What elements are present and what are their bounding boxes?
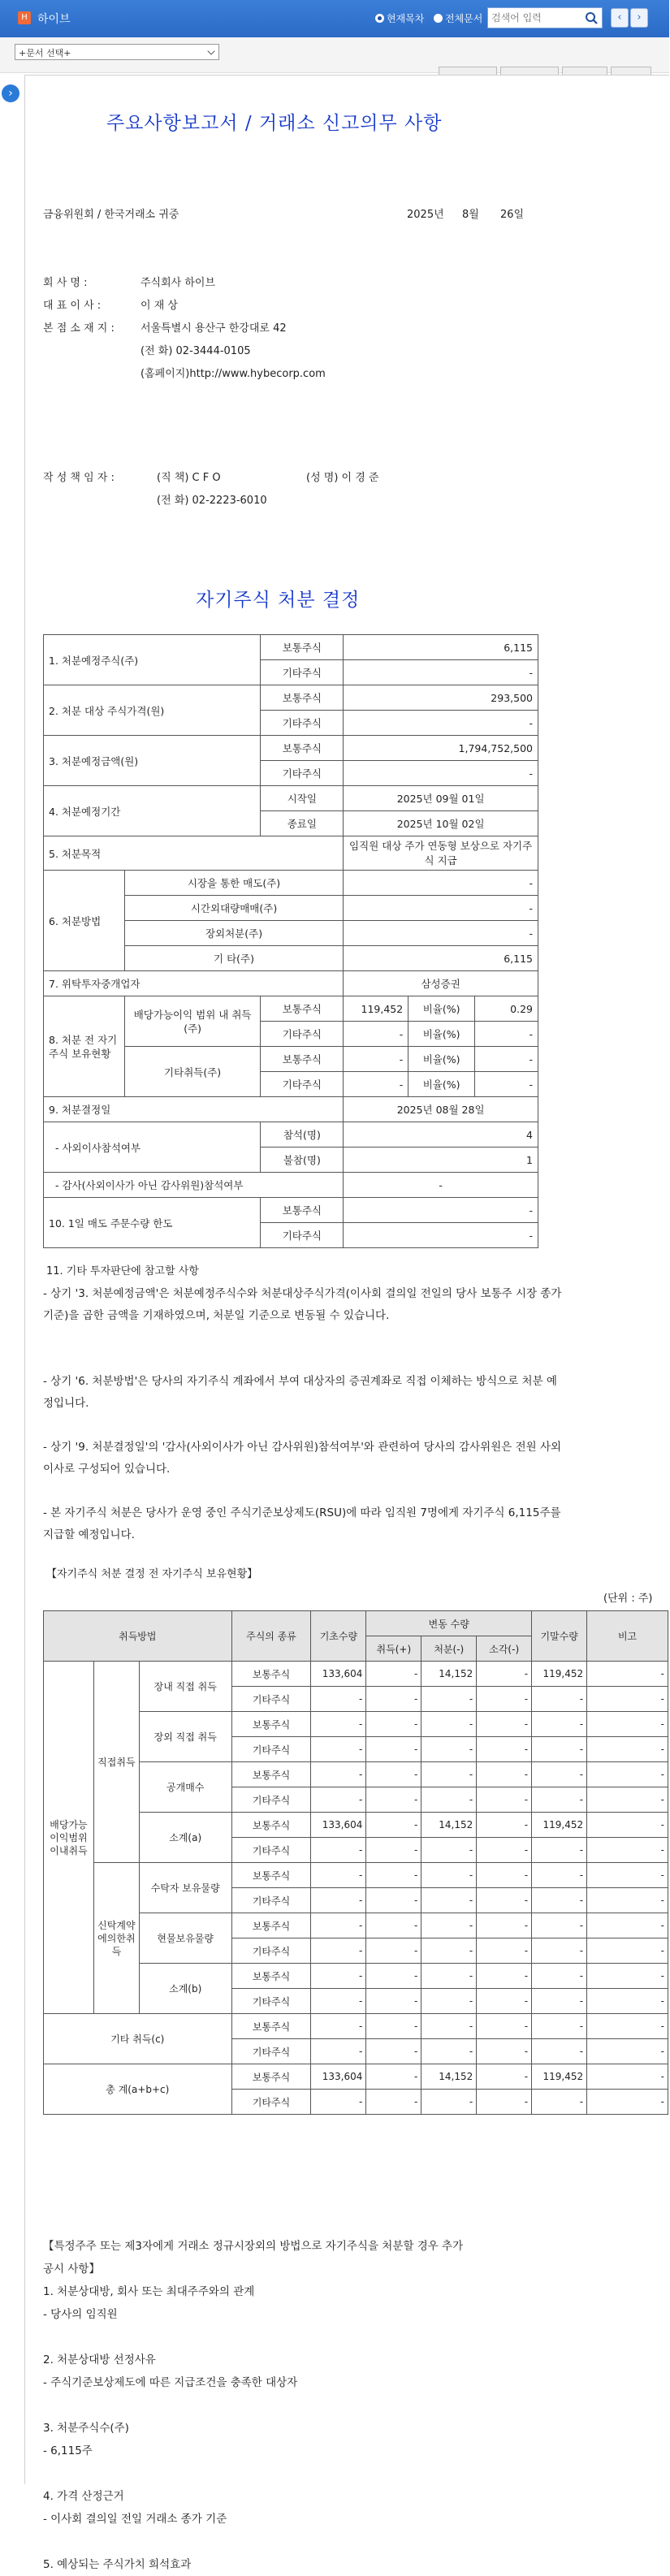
cell-value: - [532, 1838, 587, 1863]
stock-type: 보통주식 [261, 685, 344, 711]
method-label: 기 타(주) [124, 946, 343, 971]
cell-value: - [587, 2090, 668, 2115]
stock-type: 보통주식 [231, 2064, 311, 2090]
stock-type: 보통주식 [261, 1047, 344, 1072]
search-icon[interactable] [585, 11, 599, 25]
stock-type: 기타주식 [261, 1223, 344, 1248]
cell-value: - [344, 711, 538, 736]
note-paragraph: - 상기 '6. 처분방법'은 당사의 자기주식 계좌에서 부여 대상자의 증권계좌로 직접 이체하는 방식으로 처분 예정입니다. [43, 1375, 557, 1410]
cell-value: - [421, 1737, 477, 1762]
cell-value: - [532, 1964, 587, 1989]
cell-value: 1,794,752,500 [344, 736, 538, 761]
cell-value: - [344, 1198, 538, 1223]
cell-value: - [587, 1888, 668, 1913]
cell-value: 293,500 [344, 685, 538, 711]
report-date-month: 8월 [462, 209, 479, 221]
subgroup-label: 소계(a) [139, 1813, 231, 1863]
cell-value: 119,452 [532, 1662, 587, 1687]
cell-value: 119,452 [344, 996, 408, 1022]
column-header: 취득(+) [366, 1636, 421, 1662]
table-row [44, 786, 538, 811]
cell-value: - [366, 2039, 421, 2064]
cell-value: - [366, 2014, 421, 2039]
cell-value: - [532, 2090, 587, 2115]
cell-value: - [421, 2090, 477, 2115]
subgroup-label: 장외 직접 취득 [139, 1712, 231, 1762]
cell-value: - [421, 1787, 477, 1813]
cell-value: - [366, 1913, 421, 1938]
cell-value: 2025년 10월 02일 [344, 811, 538, 836]
special-heading: 【특정주주 또는 제3자에게 거래소 정규시장외의 방법으로 자기주식을 처분할 경우 추가 [43, 2240, 464, 2253]
special-disclosure [43, 2235, 660, 2576]
chevron-down-icon [207, 47, 214, 54]
cell-value: - [366, 1863, 421, 1888]
cell-value: - [587, 1938, 668, 1964]
column-header: 기초수량 [311, 1611, 366, 1662]
stock-type: 보통주식 [261, 736, 344, 761]
cell-value: - [344, 660, 538, 685]
ceo-label: 대 표 이 사 : [43, 300, 102, 312]
cell-value: - [366, 2064, 421, 2090]
stock-type: 기타주식 [261, 660, 344, 685]
stock-type: 기타주식 [231, 1687, 311, 1712]
document-select[interactable] [15, 44, 219, 60]
cell-value: - [311, 1888, 366, 1913]
row-label: 3. 처분예정금액(원) [44, 736, 261, 786]
special-item-value: - 당사의 임직원 [43, 2308, 118, 2321]
ratio-label: 비율(%) [408, 1047, 475, 1072]
cell-value: - [421, 1838, 477, 1863]
cell-value: - [532, 2039, 587, 2064]
row-label: - 사외이사참석여부 [44, 1122, 261, 1173]
cell-value: - [344, 1072, 408, 1097]
cell-value: - [366, 1712, 421, 1737]
cell-value: - [587, 1964, 668, 1989]
cell-value: - [366, 1687, 421, 1712]
cell-value: 0.29 [475, 996, 538, 1022]
cell-value: - [344, 1173, 538, 1198]
holding-type-label: 기타취득(주) [124, 1047, 261, 1097]
cell-value: - [532, 1913, 587, 1938]
stock-type: 보통주식 [231, 1712, 311, 1737]
cell-value: - [477, 1913, 532, 1938]
stock-type: 기타주식 [231, 1787, 311, 1813]
cell-value: - [587, 1662, 668, 1687]
table-row [44, 2014, 668, 2039]
note-paragraph: - 본 자기주식 처분은 당사가 운영 중인 주식기준보상제도(RSU)에 따라 임직원 7명에게 자기주식 6,115주를 지급할 예정입니다. [43, 1506, 561, 1541]
cell-value: - [477, 2064, 532, 2090]
cell-value: - [587, 1762, 668, 1787]
row-label: 10. 1일 매도 주문수량 한도 [44, 1198, 261, 1248]
cell-value: - [421, 1964, 477, 1989]
cell-value: 14,152 [421, 1662, 477, 1687]
cell-value: - [587, 1712, 668, 1737]
special-item-title: 4. 가격 산정근거 [43, 2490, 124, 2503]
column-header: 변동 수량 [366, 1611, 532, 1636]
cell-value: - [344, 1047, 408, 1072]
column-header: 비고 [587, 1611, 668, 1662]
address: 서울특별시 용산구 한강대로 42 [140, 322, 287, 335]
cell-value: - [311, 1989, 366, 2014]
row-label: 8. 처분 전 자기주식 보유현황 [44, 996, 125, 1097]
radio-current-toc[interactable] [375, 11, 424, 25]
holding-type-label: 배당가능이익 범위 내 취득(주) [124, 996, 261, 1047]
subgroup-label: 현물보유물량 [139, 1913, 231, 1964]
decision-table [43, 634, 538, 1248]
stock-type: 기타주식 [261, 711, 344, 736]
row-label: 1. 처분예정주식(주) [44, 635, 261, 685]
stock-type: 보통주식 [231, 1662, 311, 1687]
special-item-value: - 주식기준보상제도에 따른 지급조건을 충족한 대상자 [43, 2376, 298, 2389]
table-row [44, 1662, 668, 1687]
app-logo-icon: H [18, 11, 31, 24]
stock-type: 보통주식 [261, 635, 344, 660]
cell-value: - [366, 1662, 421, 1687]
stock-type: 기타주식 [231, 1938, 311, 1964]
writer-name: (성 명) 이 경 준 [306, 472, 379, 484]
cell-value: - [477, 1838, 532, 1863]
prev-button[interactable]: ‹ [611, 8, 629, 28]
stock-type: 기타주식 [231, 1888, 311, 1913]
cell-value: - [477, 2039, 532, 2064]
cell-value: - [421, 2014, 477, 2039]
column-header: 처분(-) [421, 1636, 477, 1662]
cell-value: - [366, 1938, 421, 1964]
cell-value: 6,115 [344, 635, 538, 660]
row-label: 6. 처분방법 [44, 871, 125, 971]
ratio-label: 비율(%) [408, 996, 475, 1022]
cell-value: - [532, 1787, 587, 1813]
cell-value: - [477, 2090, 532, 2115]
stock-type: 기타주식 [261, 1022, 344, 1047]
cell-value: 4 [344, 1122, 538, 1148]
subgroup-label: 공개매수 [139, 1762, 231, 1813]
cell-value: 1 [344, 1148, 538, 1173]
document-frame [24, 75, 669, 2571]
cell-value: - [587, 1737, 668, 1762]
table-row [44, 1173, 538, 1198]
subgroup-label: 수탁자 보유물량 [139, 1863, 231, 1913]
cell-value: - [344, 871, 538, 896]
cell-value: - [477, 1787, 532, 1813]
method-label: 시장을 통한 매도(주) [124, 871, 343, 896]
table-row [44, 736, 538, 761]
row-label: 9. 처분결정일 [44, 1097, 344, 1122]
cell-value: - [587, 1863, 668, 1888]
sidebar-toggle-button[interactable]: › [2, 84, 19, 102]
cell-value: - [477, 1863, 532, 1888]
row-label: 5. 처분목적 [44, 836, 344, 871]
special-item-title: 3. 처분주식수(주) [43, 2422, 129, 2435]
special-item-title: 5. 예상되는 주식가치 희석효과 [43, 2558, 192, 2571]
cell-value: - [421, 1938, 477, 1964]
cell-value: 임직원 대상 주가 연동형 보상으로 자기주식 지급 [344, 836, 538, 871]
cell-value: - [477, 1662, 532, 1687]
row-label: 7. 위탁투자중개업자 [44, 971, 344, 996]
table-row [44, 1863, 668, 1888]
method-label: 장외처분(주) [124, 921, 343, 946]
cell-value: 133,604 [311, 1813, 366, 1838]
radio-all-doc[interactable] [434, 11, 482, 25]
cell-value: - [587, 1989, 668, 2014]
group-label: 총 계(a+b+c) [44, 2064, 232, 2115]
cell-value: - [421, 1913, 477, 1938]
cell-value: - [587, 1838, 668, 1863]
cell-value: - [532, 1938, 587, 1964]
cell-value: - [366, 1964, 421, 1989]
cell-value: - [532, 1863, 587, 1888]
unit-label: (단위 : 주) [603, 1593, 653, 1605]
cell-value: - [311, 2090, 366, 2115]
table-row [44, 1198, 538, 1223]
cell-value: - [477, 1989, 532, 2014]
decision-title: 자기주식 처분 결정 [196, 590, 361, 611]
note-paragraph: - 상기 '9. 처분결정일'의 '감사(사외이사가 아닌 감사위원)참석여부'와 관련하여 당사의 감사위원은 전원 사외이사로 구성되어 있습니다. [43, 1441, 562, 1476]
column-header: 주식의 종류 [231, 1611, 311, 1662]
table-row [44, 871, 538, 896]
period-end-label: 종료일 [261, 811, 344, 836]
cell-value: - [421, 1863, 477, 1888]
table-row [44, 1097, 538, 1122]
group-label: 기타 취득(c) [44, 2014, 232, 2064]
notes-heading: 11. 기타 투자판단에 참고할 사항 [46, 1265, 199, 1277]
stock-type: 기타주식 [231, 2039, 311, 2064]
writer-position: (직 책) C F O [157, 472, 221, 484]
stock-type: 보통주식 [231, 1762, 311, 1787]
cell-value: - [311, 1762, 366, 1787]
stock-type: 보통주식 [261, 1198, 344, 1223]
addressee: 금융위원회 / 한국거래소 귀중 [43, 209, 179, 221]
cell-value: - [311, 1938, 366, 1964]
cell-value: - [311, 1737, 366, 1762]
cell-value: - [311, 2014, 366, 2039]
cell-value: - [421, 2039, 477, 2064]
cell-value: - [477, 1964, 532, 1989]
period-start-label: 시작일 [261, 786, 344, 811]
cell-value: - [475, 1022, 538, 1047]
group-label: 신탁계약에의한취득 [93, 1863, 139, 2014]
stock-type: 기타주식 [231, 1989, 311, 2014]
cell-value: - [366, 1787, 421, 1813]
toolbar-tab[interactable] [439, 67, 497, 75]
cell-value: - [311, 2039, 366, 2064]
note-paragraph: - 상기 '3. 처분예정금액'은 처분예정주식수와 처분대상주식가격(이사회 결의일 전일의 당사 보통주 시장 종가 기준)을 곱한 금액을 기재하였으며, 처분일 기준으로 변동될 수 있습니다. [43, 1287, 562, 1322]
ratio-label: 비율(%) [408, 1022, 475, 1047]
cell-value: - [311, 1712, 366, 1737]
cell-value: 14,152 [421, 2064, 477, 2090]
cell-value: - [311, 1863, 366, 1888]
holding-table [43, 1610, 668, 2115]
cell-value: 삼성증권 [344, 971, 538, 996]
row-label: 2. 처분 대상 주식가격(원) [44, 685, 261, 736]
cell-value: - [587, 1813, 668, 1838]
homepage: (홈페이지)http://www.hybecorp.com [140, 368, 326, 380]
stock-type: 보통주식 [231, 2014, 311, 2039]
special-item-value: - 이사회 결의일 전일 거래소 종가 기준 [43, 2513, 227, 2526]
stock-type: 보통주식 [261, 996, 344, 1022]
writer-tel: (전 화) 02-2223-6010 [157, 495, 267, 507]
special-item-title: 1. 처분상대방, 회사 또는 최대주주와의 관계 [43, 2285, 255, 2298]
cell-value: - [421, 1712, 477, 1737]
holding-table-title: 【자기주식 처분 결정 전 자기주식 보유현황】 [46, 1568, 258, 1580]
cell-value: - [366, 1989, 421, 2014]
column-header: 취득방법 [44, 1611, 232, 1662]
cell-value: - [366, 1762, 421, 1787]
row-label: 4. 처분예정기간 [44, 786, 261, 836]
stock-type: 기타주식 [231, 2090, 311, 2115]
absent-label: 불참(명) [261, 1148, 344, 1173]
cell-value: - [421, 1989, 477, 2014]
table-row [44, 996, 538, 1022]
special-item-value: - 6,115주 [43, 2444, 93, 2457]
writer-label: 작 성 책 임 자 : [43, 472, 115, 484]
stock-type: 보통주식 [231, 1863, 311, 1888]
cell-value: 119,452 [532, 1813, 587, 1838]
cell-value: - [477, 1712, 532, 1737]
table-row [44, 836, 538, 871]
cell-value: - [311, 1687, 366, 1712]
radio-all-label: 전체문서 [445, 13, 483, 24]
cell-value: - [344, 761, 538, 786]
stock-type: 보통주식 [231, 1813, 311, 1838]
cell-value: - [532, 2014, 587, 2039]
radio-selected-icon [375, 14, 384, 23]
special-item-title: 2. 처분상대방 선정사유 [43, 2353, 156, 2366]
search-input[interactable] [491, 11, 581, 25]
report-date-year: 2025년 [407, 209, 444, 221]
ratio-label: 비율(%) [408, 1072, 475, 1097]
radio-unselected-icon [434, 14, 443, 23]
stock-type: 기타주식 [231, 1737, 311, 1762]
toolbar-tab[interactable] [562, 67, 607, 75]
cell-value: - [477, 1888, 532, 1913]
cell-value: - [475, 1072, 538, 1097]
cell-value: - [587, 2039, 668, 2064]
cell-value: - [366, 1888, 421, 1913]
subgroup-label: 소계(b) [139, 1964, 231, 2014]
cell-value: - [366, 1737, 421, 1762]
cell-value: - [477, 1737, 532, 1762]
column-header: 기말수량 [532, 1611, 587, 1662]
group-label: 직접취득 [93, 1662, 139, 1863]
stock-type: 보통주식 [231, 1913, 311, 1938]
stock-type: 기타주식 [261, 761, 344, 786]
ceo-name: 이 재 상 [140, 300, 178, 312]
top-bar [0, 0, 669, 37]
attend-label: 참석(명) [261, 1122, 344, 1148]
cell-value: - [475, 1047, 538, 1072]
cell-value: - [587, 1787, 668, 1813]
cell-value: 2025년 09월 01일 [344, 786, 538, 811]
method-label: 시간외대량매매(주) [124, 896, 343, 921]
report-date-day: 26일 [500, 209, 525, 221]
cell-value: - [587, 1913, 668, 1938]
cell-value: 133,604 [311, 1662, 366, 1687]
address-label: 본 점 소 재 지 : [43, 322, 115, 335]
cell-value: - [532, 1737, 587, 1762]
cell-value: - [532, 1989, 587, 2014]
cell-value: - [366, 1838, 421, 1863]
cell-value: - [421, 1888, 477, 1913]
stock-type: 보통주식 [231, 1964, 311, 1989]
cell-value: - [477, 1813, 532, 1838]
cell-value: - [532, 1687, 587, 1712]
column-header: 소각(-) [477, 1636, 532, 1662]
cell-value: 6,115 [344, 946, 538, 971]
next-button[interactable]: › [630, 8, 648, 28]
cell-value: - [421, 1687, 477, 1712]
table-header-row [44, 1611, 668, 1636]
cell-value: - [587, 2014, 668, 2039]
cell-value: - [477, 1938, 532, 1964]
cell-value: - [344, 1022, 408, 1047]
special-heading-cont: 공시 사항】 [43, 2263, 100, 2276]
company-label: 회 사 명 : [43, 277, 88, 289]
search-box [487, 7, 603, 28]
table-row [44, 635, 538, 660]
stock-type: 기타주식 [231, 1838, 311, 1863]
toolbar-tab[interactable] [500, 67, 559, 75]
cell-value: - [532, 1888, 587, 1913]
cell-value: - [477, 1762, 532, 1787]
table-row [44, 685, 538, 711]
subgroup-label: 장내 직접 취득 [139, 1662, 231, 1712]
table-row [44, 2064, 668, 2090]
cell-value: - [311, 1787, 366, 1813]
cell-value: - [366, 2090, 421, 2115]
cell-value: - [344, 1223, 538, 1248]
cell-value: - [477, 1687, 532, 1712]
cell-value: - [477, 2014, 532, 2039]
group-label: 배당가능이익범위이내취득 [44, 1662, 94, 2014]
app-title: 하이브 [37, 13, 71, 26]
cell-value: - [344, 921, 538, 946]
row-label: - 감사(사외이사가 아닌 감사위원)참석여부 [44, 1173, 344, 1198]
cell-value: 133,604 [311, 2064, 366, 2090]
cell-value: 14,152 [421, 1813, 477, 1838]
cell-value: - [311, 1964, 366, 1989]
table-row [44, 1122, 538, 1148]
cell-value: - [311, 1838, 366, 1863]
cell-value: 119,452 [532, 2064, 587, 2090]
document-select-value: +문서 선택+ [19, 48, 71, 58]
report-title: 주요사항보고서 / 거래소 신고의무 사항 [106, 113, 443, 134]
cell-value: 2025년 08월 28일 [344, 1097, 538, 1122]
cell-value: - [587, 1687, 668, 1712]
cell-value: - [532, 1712, 587, 1737]
table-row [44, 971, 538, 996]
cell-value: - [366, 1813, 421, 1838]
cell-value: - [587, 2064, 668, 2090]
cell-value: - [532, 1762, 587, 1787]
cell-value: - [344, 896, 538, 921]
toolbar-tab[interactable] [611, 67, 651, 75]
stock-type: 기타주식 [261, 1072, 344, 1097]
radio-current-label: 현재목차 [387, 13, 425, 24]
cell-value: - [311, 1913, 366, 1938]
company-name: 주식회사 하이브 [140, 277, 216, 289]
cell-value: - [421, 1762, 477, 1787]
company-tel: (전 화) 02-3444-0105 [140, 345, 251, 357]
